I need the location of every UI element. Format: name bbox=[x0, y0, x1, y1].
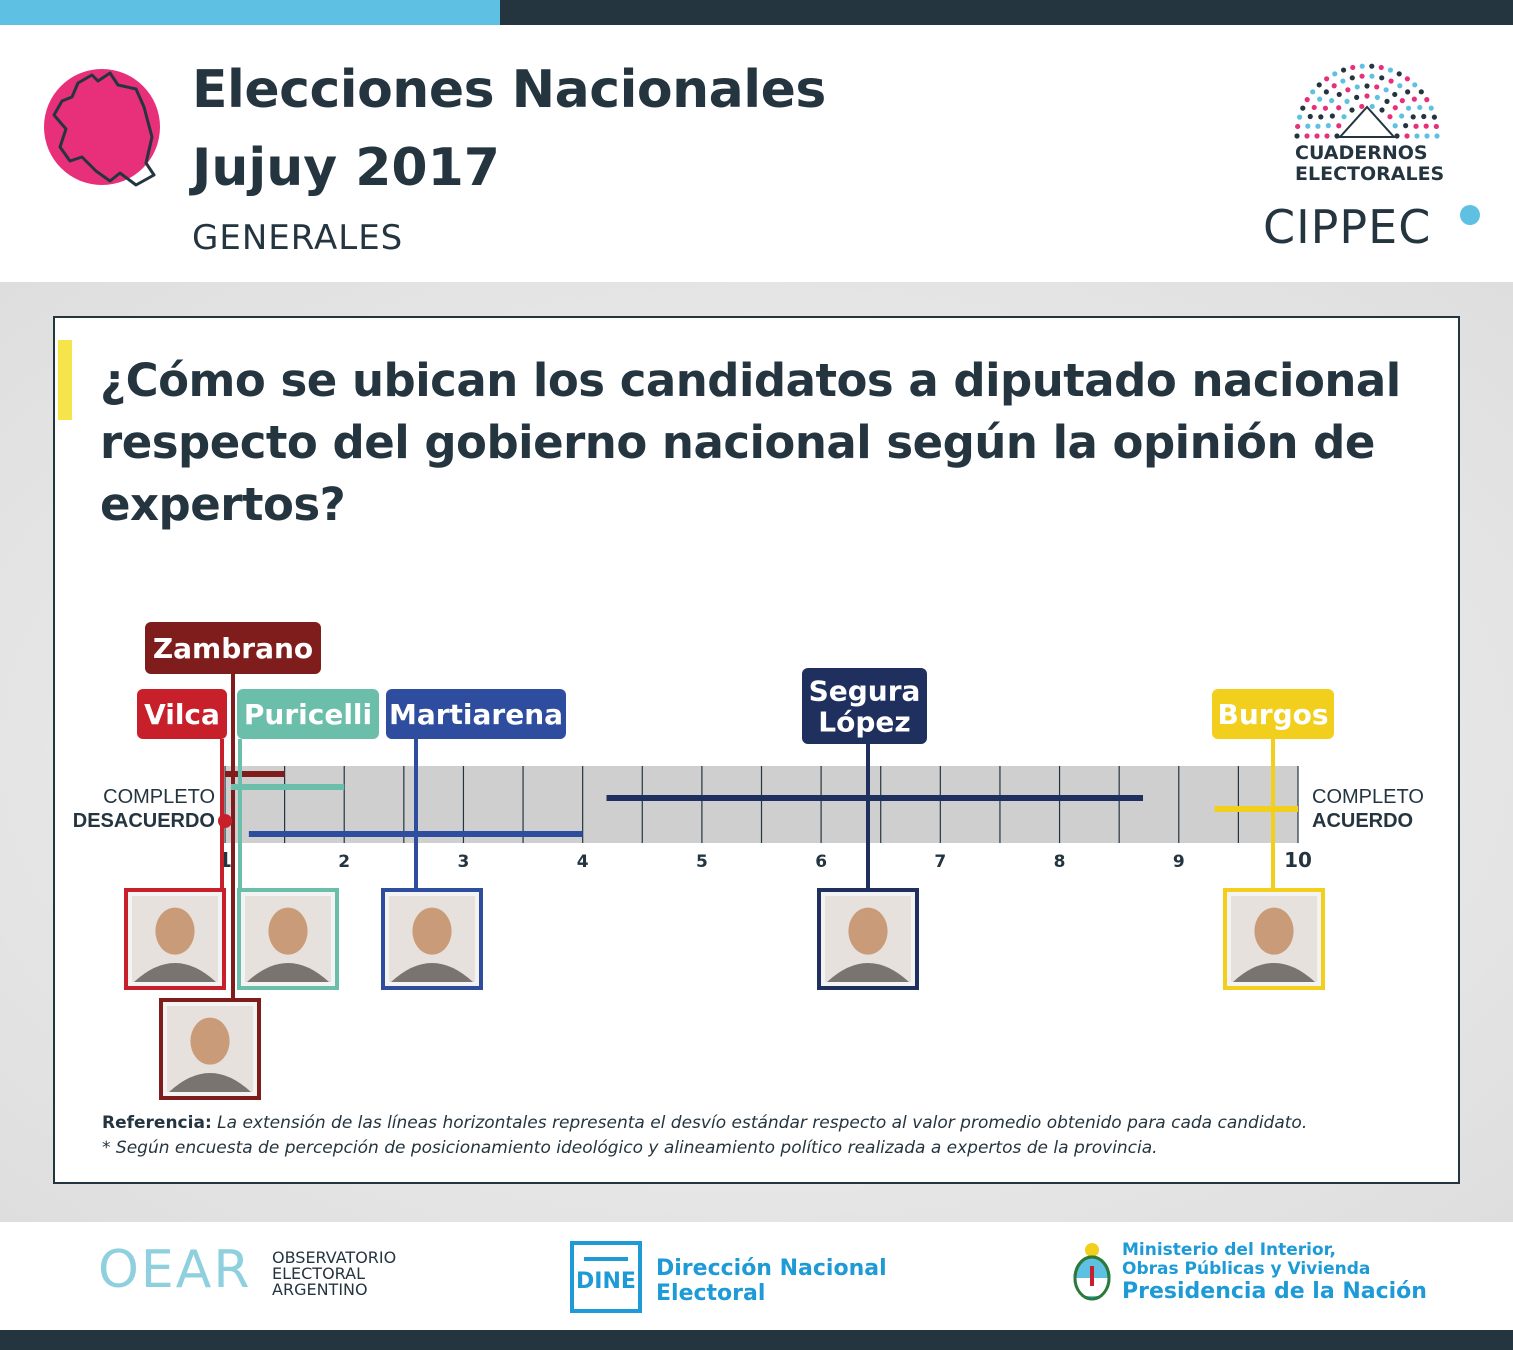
axis-right-label-bottom: ACUERDO bbox=[1312, 810, 1414, 832]
avatar-face-burgos bbox=[1254, 908, 1293, 955]
reference-label: Referencia: bbox=[102, 1113, 212, 1133]
avatar-face-vilca bbox=[155, 908, 194, 955]
avatar-face-puricelli bbox=[268, 908, 307, 955]
tick-label: 1 bbox=[218, 848, 232, 872]
reference-note bbox=[102, 1113, 1307, 1133]
axis-left-label-top: COMPLETO bbox=[103, 786, 215, 808]
oear-sub3: ARGENTINO bbox=[272, 1280, 368, 1299]
label-text-vilca: Vilca bbox=[144, 698, 220, 731]
tick-label: 4 bbox=[576, 852, 589, 872]
avatar-face-martiarena bbox=[412, 908, 451, 955]
avatar-face-zambrano bbox=[190, 1018, 229, 1065]
axis-left-label-bottom: DESACUERDO bbox=[72, 810, 215, 832]
cuadernos-line2: ELECTORALES bbox=[1295, 163, 1445, 185]
tick-label: 8 bbox=[1053, 852, 1066, 872]
cippec-logo: CIPPEC bbox=[1263, 200, 1432, 254]
label-text-zambrano: Zambrano bbox=[152, 632, 314, 665]
tick-label: 6 bbox=[815, 852, 828, 872]
dne-line2: Electoral bbox=[656, 1281, 766, 1306]
tick-label: 7 bbox=[934, 852, 947, 872]
tick-label: 3 bbox=[457, 852, 470, 872]
page-title-line2: Jujuy 2017 bbox=[192, 138, 500, 198]
cuadernos-line1: CUADERNOS bbox=[1295, 142, 1428, 164]
oear-subtitle bbox=[272, 1250, 396, 1298]
label-text-martiarena: Martiarena bbox=[388, 698, 564, 731]
label-text-seguralpez: Segura bbox=[808, 674, 921, 708]
oear-sub2: ELECTORAL bbox=[272, 1264, 365, 1283]
dine-logo-text: DINE bbox=[576, 1269, 636, 1294]
dne-name bbox=[656, 1256, 887, 1306]
avatar-face-seguralpez bbox=[848, 908, 887, 955]
survey-note: * Según encuesta de percepción de posicionamiento ideológico y alineamiento político realizada a expertos de la provincia. bbox=[102, 1138, 1158, 1158]
page-title-line1: Elecciones Nacionales bbox=[192, 60, 826, 120]
dne-line1: Dirección Nacional bbox=[656, 1256, 887, 1281]
bottom-dark-bar bbox=[0, 1330, 1513, 1350]
oear-logo: OEAR bbox=[98, 1240, 252, 1300]
ministerio-line2: Obras Públicas y Vivienda bbox=[1122, 1259, 1371, 1279]
presidencia-name: Presidencia de la Nación bbox=[1122, 1279, 1427, 1304]
chart-question: ¿Cómo se ubican los candidatos a diputado nacional respecto del gobierno nacional según la opinión de expertos? bbox=[100, 354, 1401, 531]
reference-text: La extensión de las líneas horizontales representa el desvío estándar respecto al valor promedio obtenido para cada candidato. bbox=[217, 1113, 1308, 1133]
label-text-seguralpez: López bbox=[818, 705, 911, 739]
dine-logo-bar bbox=[584, 1257, 628, 1261]
page-subtitle: GENERALES bbox=[192, 218, 404, 258]
oear-sub1: OBSERVATORIO bbox=[272, 1248, 397, 1267]
dine-logo bbox=[570, 1241, 642, 1313]
ministerio-line1: Ministerio del Interior, bbox=[1122, 1240, 1337, 1260]
tick-label: 5 bbox=[695, 852, 708, 872]
label-text-burgos: Burgos bbox=[1217, 698, 1329, 731]
tick-label: 10 bbox=[1284, 848, 1312, 872]
axis-right-label-top: COMPLETO bbox=[1312, 786, 1424, 808]
tick-label: 2 bbox=[338, 852, 351, 872]
national-shield-icon bbox=[1070, 1240, 1114, 1304]
ministerio-name bbox=[1122, 1241, 1370, 1279]
label-text-puricelli: Puricelli bbox=[243, 698, 373, 731]
tick-label: 9 bbox=[1172, 852, 1185, 872]
mean-dot-vilca bbox=[218, 814, 232, 828]
